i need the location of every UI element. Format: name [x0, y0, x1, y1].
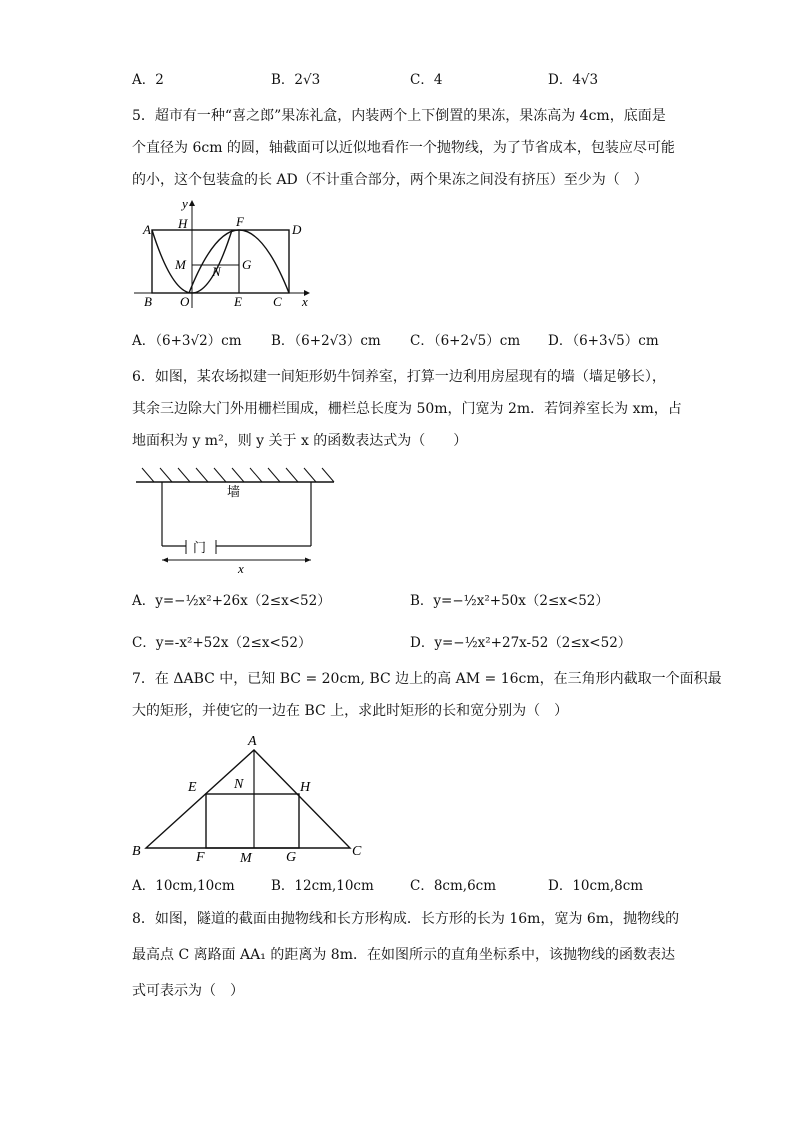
q5-label-c: C — [273, 294, 282, 309]
q5-text-line3: 的小，这个包装盒的长 AD（不计重合部分，两个果冻之间没有挤压）至少为（ ） — [132, 172, 648, 188]
q7-option-a[interactable]: A．10cm,10cm — [132, 878, 235, 894]
q5-option-a[interactable]: A．（6+3√2）cm — [132, 333, 242, 349]
q6-option-b[interactable]: B．y=−½x²+50x（2≤x<52） — [410, 593, 609, 609]
q6-option-a[interactable]: A．y=−½x²+26x（2≤x<52） — [132, 593, 331, 609]
q7-option-b[interactable]: B．12cm,10cm — [271, 878, 374, 894]
q4-option-a[interactable]: A．2 — [132, 72, 164, 88]
q7-label-e: E — [188, 780, 197, 795]
q6-option-c[interactable]: C．y=-x²+52x（2≤x<52） — [132, 635, 312, 651]
q5-option-d[interactable]: D．（6+3√5）cm — [548, 333, 659, 349]
q7-label-a: A — [248, 734, 257, 749]
q7-label-n: N — [234, 777, 244, 792]
q8-text-line2: 最高点 C 离路面 AA₁ 的距离为 8m．在如图所示的直角坐标系中，该抛物线的函数表达 — [132, 947, 675, 963]
q6-text-line2: 其余三边除大门外用栅栏围成，栅栏总长度为 50m，门宽为 2m．若饲养室长为 xm，占 — [132, 401, 682, 417]
q5-text-line1: 5．超市有一种“喜之郎”果冻礼盒，内装两个上下倒置的果冻，果冻高为 4cm，底面是 — [132, 108, 666, 124]
q5-label-m: M — [175, 257, 186, 272]
q5-figure — [132, 196, 317, 311]
q5-label-d: D — [292, 222, 302, 237]
q6-wall-label: 墙 — [227, 484, 241, 499]
q7-text-line2: 大的矩形，并使它的一边在 BC 上，求此时矩形的长和宽分别为（ ） — [132, 703, 569, 719]
q6-text-line3: 地面积为 y m²，则 y 关于 x 的函数表达式为（ ） — [132, 433, 468, 449]
q4-option-b[interactable]: B．2√3 — [271, 72, 321, 88]
q7-label-c: C — [352, 844, 362, 859]
q7-text-line1: 7．在 ΔABC 中，已知 BC = 20cm, BC 边上的高 AM = 16cm，在三角形内截取一个面积最 — [132, 671, 722, 687]
q7-label-f: F — [196, 850, 205, 865]
q7-option-d[interactable]: D．10cm,8cm — [548, 878, 644, 894]
q5-text-line2: 个直径为 6cm 的圆，轴截面可以近似地看作一个抛物线，为了节省成本，包装应尽可能 — [132, 140, 675, 156]
q5-label-e: E — [234, 294, 242, 309]
q7-label-h: H — [300, 780, 311, 795]
q5-label-o: O — [180, 294, 190, 309]
q5-label-n: N — [212, 264, 221, 279]
q6-text-line1: 6．如图，某农场拟建一间矩形奶牛饲养室，打算一边利用房屋现有的墙（墙足够长）， — [132, 369, 666, 385]
q5-option-b[interactable]: B．（6+2√3）cm — [271, 333, 381, 349]
q5-label-a: A — [143, 222, 151, 237]
q6-figure — [134, 462, 339, 574]
q7-figure — [130, 728, 370, 866]
q8-text-line1: 8．如图，隧道的截面由抛物线和长方形构成．长方形的长为 16m，宽为 6m，抛物线的 — [132, 911, 680, 927]
q4-option-d[interactable]: D．4√3 — [548, 72, 599, 88]
q5-label-y: y — [182, 196, 188, 211]
q7-label-m: M — [240, 851, 252, 866]
q7-label-b: B — [132, 844, 141, 859]
q5-label-x: x — [302, 294, 308, 309]
q7-option-c[interactable]: C．8cm,6cm — [410, 878, 497, 894]
q5-label-h: H — [178, 216, 188, 231]
q4-option-c[interactable]: C．4 — [410, 72, 443, 88]
q8-text-line3: 式可表示为（ ） — [132, 983, 244, 999]
q7-label-g: G — [286, 850, 297, 865]
q6-x-label: x — [238, 561, 244, 574]
q5-label-b: B — [144, 294, 152, 309]
q6-option-d[interactable]: D．y=−½x²+27x-52（2≤x<52） — [410, 635, 632, 651]
q6-door-label: 门 — [193, 540, 207, 555]
q5-option-c[interactable]: C．（6+2√5）cm — [410, 333, 521, 349]
q5-label-g: G — [242, 257, 252, 272]
q5-label-f: F — [236, 214, 244, 229]
